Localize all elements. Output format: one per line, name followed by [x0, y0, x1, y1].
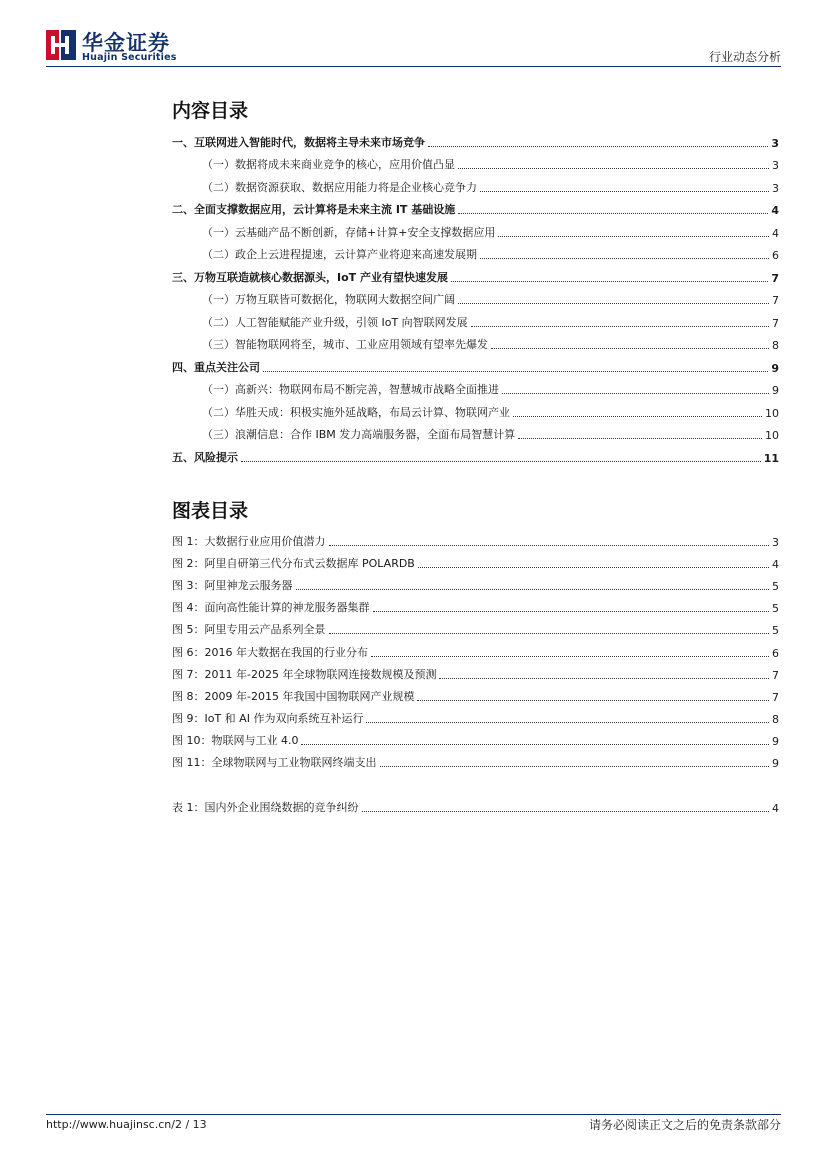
toc-subsection-entry-page: 8: [772, 339, 779, 352]
dot-leader: [451, 281, 768, 282]
toc-subsection-entry-text: （二）人工智能赋能产业升级，引领 IoT 向智联网发展: [202, 315, 468, 329]
figure-entry-text: 图 4：面向高性能计算的神龙服务器集群: [172, 601, 370, 615]
figure-entry[interactable]: [172, 549, 779, 571]
toc-subsection-entry[interactable]: [172, 150, 779, 173]
dot-leader: [458, 303, 769, 304]
toc-subsection-entry-page: 6: [772, 249, 779, 262]
dot-leader: [513, 416, 762, 417]
figure-entry-text: 图 2：阿里自研第三代分布式云数据库 POLARDB: [172, 557, 415, 571]
dot-leader: [241, 461, 761, 462]
figure-entry-page: 4: [772, 558, 779, 572]
dot-leader: [502, 393, 769, 394]
contents-list: [172, 127, 779, 465]
toc-section-entry[interactable]: [172, 352, 779, 375]
figure-entry[interactable]: [172, 748, 779, 770]
figure-entry[interactable]: [172, 726, 779, 748]
figure-entry[interactable]: [172, 527, 779, 549]
toc-subsection-entry-page: 3: [772, 181, 779, 195]
toc-subsection-entry[interactable]: [172, 285, 779, 308]
toc-section-entry[interactable]: [172, 195, 779, 218]
report-type-label: 行业动态分析: [708, 50, 781, 64]
figure-entry-text: 图 11：全球物联网与工业物联网终端支出: [172, 756, 377, 770]
dot-leader: [418, 567, 769, 568]
dot-leader: [498, 236, 769, 237]
figure-entry[interactable]: [172, 637, 779, 659]
toc-section-entry-page: 3: [771, 136, 779, 150]
dot-leader: [362, 811, 770, 812]
huajin-logo-mark: [46, 30, 76, 60]
toc-section-entry-text: 二、全面支撑数据应用，云计算将是未来主流 IT 基础设施: [172, 203, 456, 216]
toc-subsection-entry-text: （一）万物互联皆可数据化，物联网大数据空间广阔: [202, 293, 455, 306]
dot-leader: [428, 146, 768, 147]
dot-leader: [380, 766, 770, 767]
footer-page-indicator: 2 / 13: [174, 1118, 207, 1131]
toc-subsection-entry-text: （二）数据资源获取、数据应用能力将是企业核心竞争力: [202, 180, 477, 194]
toc-subsection-entry-text: （一）云基础产品不断创新，存储+计算+安全支撑数据应用: [202, 225, 496, 239]
toc-section-entry-text: 四、重点关注公司: [172, 360, 260, 374]
toc-subsection-entry[interactable]: [172, 172, 779, 195]
toc-subsection-entry[interactable]: [172, 217, 779, 240]
figure-entry-page: 7: [772, 690, 779, 704]
figure-entry-page: 9: [772, 734, 779, 748]
toc-subsection-entry[interactable]: [172, 307, 779, 330]
toc-subsection-entry-page: 10: [765, 406, 779, 420]
toc-section-entry-text: 三、万物互联造就核心数据源头，IoT 产业有望快速发展: [172, 270, 448, 284]
toc-subsection-entry-text: （二）政企上云进程提速，云计算产业将迎来高速发展期: [202, 248, 477, 261]
figure-entry-page: 6: [772, 646, 779, 660]
figure-entry[interactable]: [172, 571, 779, 593]
footer-divider: [46, 1114, 781, 1115]
brand-name-en: Huajin Securities: [82, 52, 177, 63]
footer-url[interactable]: http://www.huajinsc.cn/: [46, 1118, 175, 1131]
toc-subsection-entry[interactable]: [172, 375, 779, 398]
toc-section-entry-text: 五、风险提示: [172, 450, 238, 464]
table-entry-text: 表 1：国内外企业围绕数据的竞争纠纷: [172, 801, 359, 815]
toc-section-entry-page: 11: [763, 451, 779, 465]
figure-entry-page: 5: [772, 580, 779, 594]
toc-subsection-entry-text: （三）浪潮信息：合作 IBM 发力高端服务器，全面布局智慧计算: [202, 428, 516, 441]
figure-entry-text: 图 1：大数据行业应用价值潜力: [172, 535, 326, 549]
brand-name-cn: 华金证券: [82, 31, 170, 55]
contents-title: 内容目录: [172, 100, 249, 122]
toc-section-entry-page: 4: [771, 204, 779, 217]
toc-subsection-entry-page: 10: [765, 429, 779, 442]
dot-leader: [373, 611, 770, 612]
toc-subsection-entry-page: 7: [772, 294, 779, 307]
dot-leader: [371, 656, 769, 657]
dot-leader: [518, 438, 762, 439]
dot-leader: [471, 326, 769, 327]
toc-subsection-entry[interactable]: [172, 420, 779, 443]
toc-section-entry[interactable]: [172, 442, 779, 465]
dot-leader: [263, 371, 768, 372]
huajin-logo: [46, 28, 206, 64]
figure-entry-page: 9: [772, 757, 779, 771]
figure-entry[interactable]: [172, 704, 779, 726]
figure-entry[interactable]: [172, 593, 779, 615]
toc-subsection-entry[interactable]: [172, 397, 779, 420]
toc-section-entry-text: 一、互联网进入智能时代，数据将主导未来市场竞争: [172, 135, 425, 149]
dot-leader: [439, 678, 769, 679]
dot-leader: [329, 545, 770, 546]
tables-list: [172, 793, 779, 815]
dot-leader: [301, 744, 769, 745]
table-entry[interactable]: [172, 793, 779, 815]
footer-disclaimer: 请务必阅读正文之后的免责条款部分: [588, 1118, 781, 1132]
figure-entry-text: 图 6：2016 年大数据在我国的行业分布: [172, 645, 368, 659]
dot-leader: [366, 722, 769, 723]
dot-leader: [480, 258, 769, 259]
dot-leader: [480, 191, 769, 192]
figure-entry[interactable]: [172, 682, 779, 704]
dot-leader: [296, 589, 770, 590]
figure-entry[interactable]: [172, 660, 779, 682]
toc-subsection-entry[interactable]: [172, 330, 779, 353]
figure-entry[interactable]: [172, 615, 779, 637]
toc-subsection-entry-text: （二）华胜天成：积极实施外延战略，布局云计算、物联网产业: [202, 405, 510, 419]
page-header: [46, 28, 781, 68]
dot-leader: [417, 700, 769, 701]
toc-subsection-entry-text: （一）高新兴：物联网布局不断完善，智慧城市战略全面推进: [202, 383, 499, 396]
figures-list: [172, 527, 779, 770]
figure-entry-text: 图 9：IoT 和 AI 作为双向系统互补运行: [172, 711, 364, 725]
figure-entry-page: 5: [772, 602, 779, 616]
header-divider: [46, 66, 781, 67]
dot-leader: [491, 348, 769, 349]
figure-entry-text: 图 3：阿里神龙云服务器: [172, 579, 293, 593]
table-entry-page: 4: [772, 802, 779, 816]
toc-subsection-entry-text: （一）数据将成未来商业竞争的核心，应用价值凸显: [202, 158, 455, 171]
figure-entry-page: 5: [772, 624, 779, 638]
figure-entry-page: 8: [772, 712, 779, 726]
dot-leader: [458, 213, 768, 214]
figure-entry-page: 3: [772, 536, 779, 550]
toc-subsection-entry[interactable]: [172, 240, 779, 263]
figure-entry-text: 图 7：2011 年-2025 年全球物联网连接数规模及预测: [172, 667, 437, 681]
toc-section-entry[interactable]: [172, 127, 779, 150]
toc-subsection-entry-page: 7: [772, 316, 779, 330]
toc-section-entry[interactable]: [172, 262, 779, 285]
figures-title: 图表目录: [172, 500, 249, 522]
toc-subsection-entry-page: 3: [772, 159, 779, 172]
dot-leader: [458, 168, 769, 169]
dot-leader: [329, 633, 770, 634]
footer-url-page: [46, 1118, 207, 1131]
toc-subsection-entry-text: （三）智能物联网将至，城市、工业应用领域有望率先爆发: [202, 338, 488, 351]
figure-entry-text: 图 8：2009 年-2015 年我国中国物联网产业规模: [172, 689, 415, 703]
figure-entry-text: 图 10：物联网与工业 4.0: [172, 733, 299, 747]
toc-section-entry-page: 7: [771, 271, 779, 285]
figure-entry-text: 图 5：阿里专用云产品系列全景: [172, 623, 326, 637]
toc-subsection-entry-page: 9: [772, 384, 779, 397]
toc-section-entry-page: 9: [771, 361, 779, 375]
figure-entry-page: 7: [772, 668, 779, 682]
toc-subsection-entry-page: 4: [772, 226, 779, 240]
